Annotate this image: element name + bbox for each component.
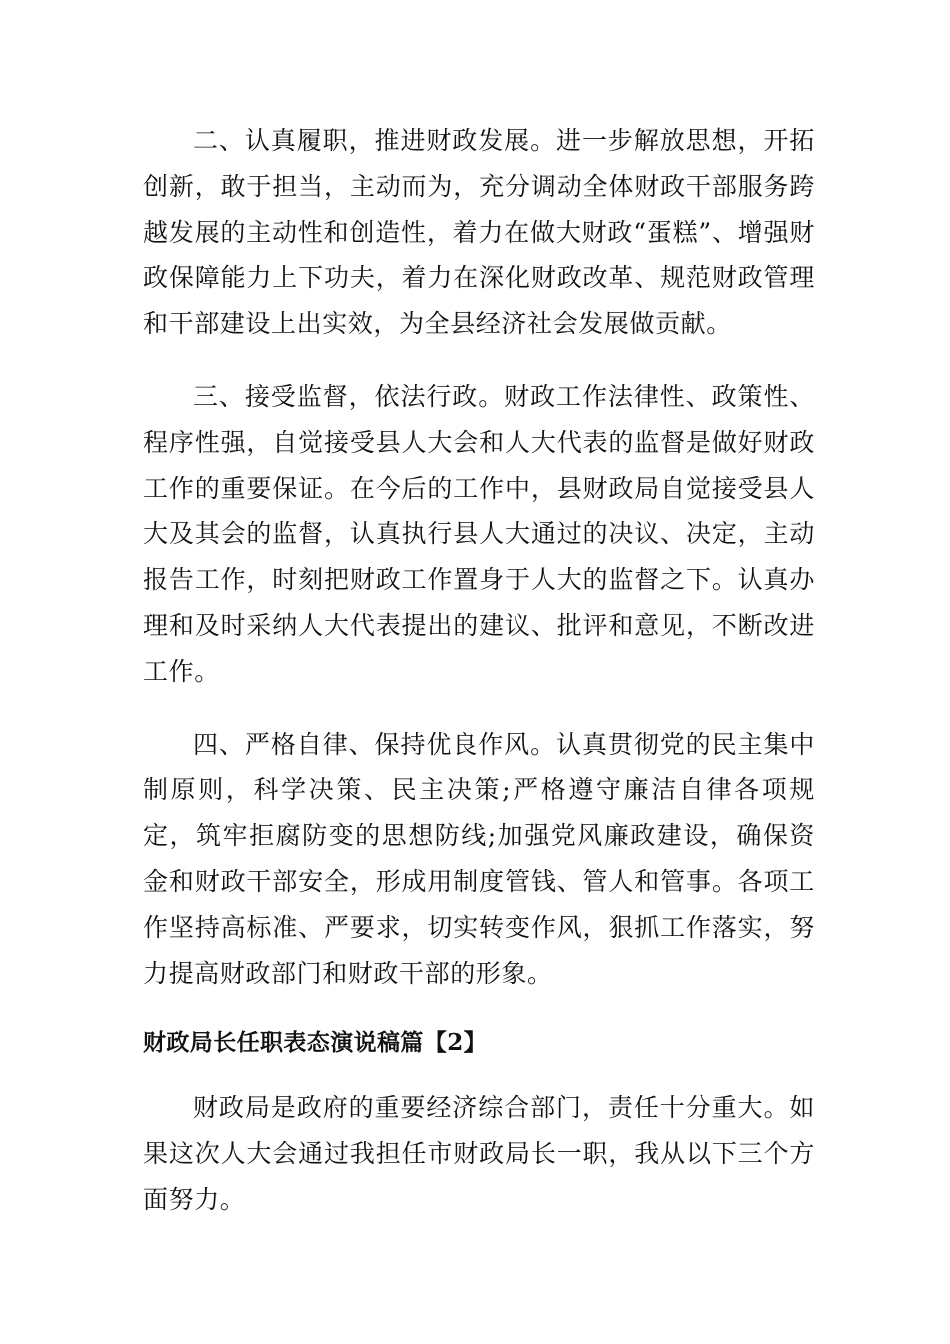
section-intro-paragraph: 财政局是政府的重要经济综合部门，责任十分重大。如果这次人大会通过我担任市财政局长一职，我从以下三个方面努力。 [143,1093,815,1214]
paragraph-2: 二、认真履职，推进财政发展。进一步解放思想，开拓创新，敢于担当，主动而为，充分调动全体财政干部服务跨越发展的主动性和创造性，着力在做大财政“蛋糕”、增强财政保障能力上下功夫，着力在深化财政改革、规范财政管理和干部建设上出实效，为全县经济社会发展做贡献。 [143,126,815,339]
paragraph-4: 四、严格自律、保持优良作风。认真贯彻党的民主集中制原则，科学决策、民主决策;严格遵守廉洁自律各项规定，筑牢拒腐防变的思想防线;加强党风廉政建设，确保资金和财政干部安全，形成用制度管钱、管人和管事。各项工作坚持高标准、严要求，切实转变作风，狠抓工作落实，努力提高财政部门和财政干部的形象。 [143,729,815,988]
document-body [143,118,815,1223]
section-heading: 财政局长任职表态演说稿篇【2】 [143,1029,488,1057]
paragraph-3: 三、接受监督，依法行政。财政工作法律性、政策性、程序性强，自觉接受县人大会和人大代表的监督是做好财政工作的重要保证。在今后的工作中，县财政局自觉接受县人大及其会的监督，认真执行县人大通过的决议、决定，主动报告工作，时刻把财政工作置身于人大的监督之下。认真办理和及时采纳人大代表提出的建议、批评和意见，不断改进工作。 [143,381,815,686]
